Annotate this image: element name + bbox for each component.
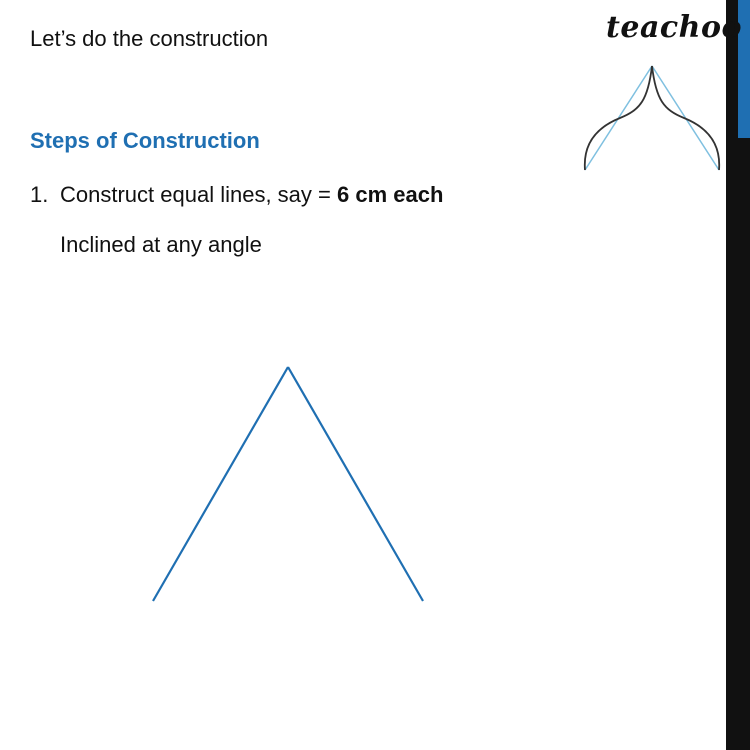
step-text: Construct equal lines, say = [60,182,337,207]
step-1-continuation: Inclined at any angle [60,232,262,257]
construction-thumbnail-icon [580,60,725,180]
step-emphasis: 6 cm each [336,182,444,207]
intro-text: Let’s do the construction [30,26,269,51]
teachoo-logo: teachoo [606,10,742,45]
right-line [288,367,423,601]
section-title: Steps of Construction [30,128,260,153]
step-1 [30,182,443,208]
step-number: 1. [30,182,49,207]
left-line [153,367,288,601]
inclined-lines-figure [140,355,440,620]
